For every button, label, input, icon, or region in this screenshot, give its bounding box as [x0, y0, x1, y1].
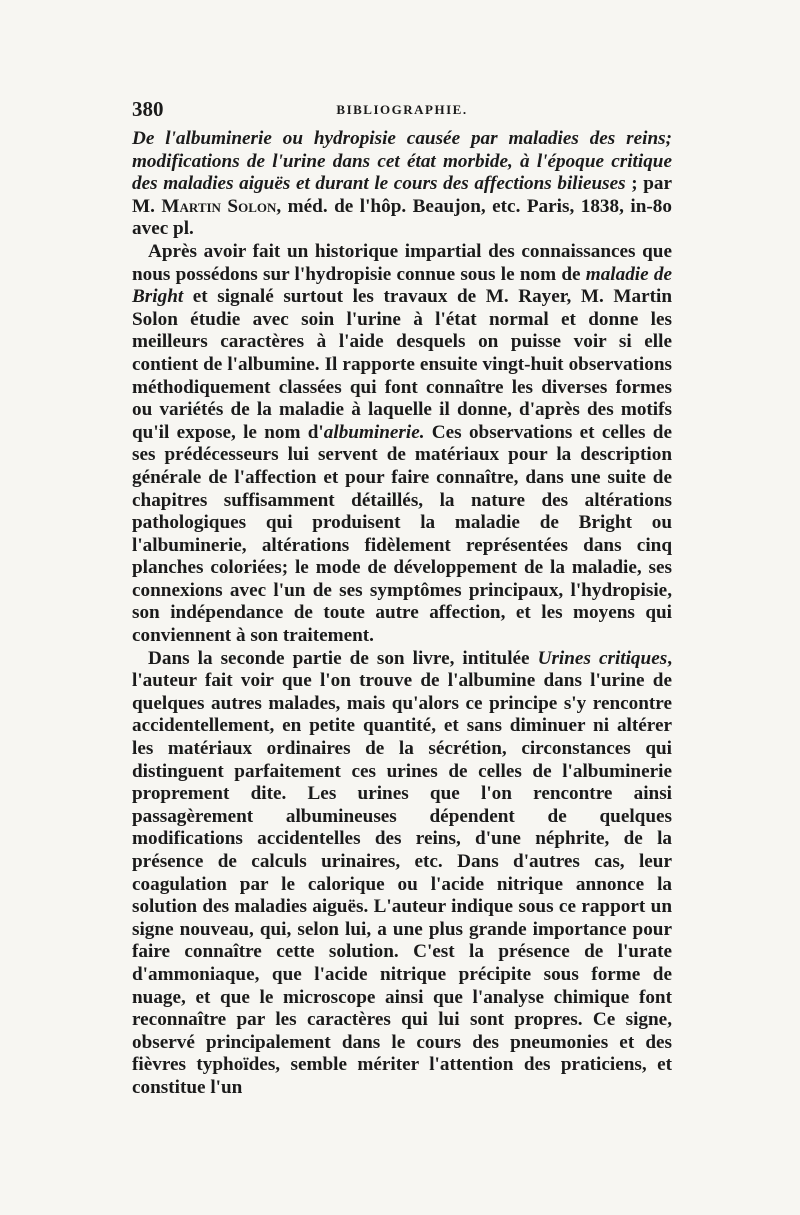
entry-title: De l'albuminerie ou hydropisie causée par maladies des reins; modifications de l'urine dans cet état morbide, à l'époque critique des maladies aiguës et durant le cours des affections bilieuses — [132, 128, 672, 195]
review-paragraph-1 — [132, 241, 672, 648]
page-header — [132, 97, 672, 127]
page-body — [132, 128, 672, 1100]
entry-details: , méd. de l'hôp. Beaujon, etc. Paris, 1838, in-8o avec pl. — [132, 195, 672, 240]
entry-by: ; par M. — [132, 173, 673, 217]
para1-text-c: Ces observations et celles de ses prédécesseurs lui servent de matériaux pour la description générale de l'affection et pour faire connaître, dans une suite de chapitres suffisamment détaillés, la nature des altérations pathologiques qui produisent la maladie de Bright ou l'albuminerie, altérations fidèlement représentées dans cinq planches coloriées; le mode de développement de la maladie, ses connexions avec l'un de ses symptômes principaux, l'hydropisie, son indépendance de toute autre affection, et les moyens qui conviennent à son traitement. — [132, 421, 672, 647]
para2-italic-a: Urines critiques — [537, 647, 668, 669]
para1-italic-a: maladie de Bright — [132, 263, 672, 308]
para1-text-b: et signalé surtout les travaux de M. Rayer, M. Martin Solon étudie avec soin l'urine à l'état normal et donne les meilleurs caractères à l'aide desquels on puisse voir si elle contient de l'albumine. Il rapporte ensuite vingt-huit observations méthodiquement classées qui font connaître les diverses formes ou variétés de la maladie à laquelle il donne, d'après des motifs qu'il expose, le nom d' — [132, 286, 672, 443]
para2-text-b: , l'auteur fait voir que l'on trouve de l'albumine dans l'urine de quelques autres malades, mais qu'alors ce principe s'y rencontre accidentellement, en petite quantité, et sans diminuer ni altérer les matériaux ordinaires de la sécrétion, circonstances qui distinguent parfaitement ces urines de celles de l'albuminerie proprement dite. Les urines que l'on rencontre ainsi passagèrement albumineuses dépendent de quelques modifications accidentelles des reins, d'une néphrite, de la présence de calculs urinaires, etc. Dans d'autres cas, leur coagulation par le calorique ou l'acide nitrique annonce la solution des maladies aiguës. L'auteur indique sous ce rapport un signe nouveau, qui, selon lui, a une plus grande importance pour faire connaître cette solution. C'est la présence de l'urate d'ammoniaque, que l'acide nitrique précipite sous forme de nuage, et que le microscope ainsi que l'analyse chimique font reconnaître par les caractères qui lui sont propres. Ce signe, observé principalement dans le cours des pneumonies et des fièvres typhoïdes, semble mériter l'attention des praticiens, et constitue l'un — [132, 647, 672, 1098]
para2-text-a: Dans la seconde partie de son livre, intitulée — [148, 647, 538, 669]
review-paragraph-2 — [132, 648, 672, 1100]
para1-text-a: Après avoir fait un historique impartial des connaissances que nous possédons sur l'hydropisie connue sous le nom de — [132, 240, 672, 285]
entry-author: Martin Solon — [161, 195, 277, 217]
bibliographic-entry — [132, 128, 672, 241]
para1-italic-b: albuminerie. — [323, 421, 425, 443]
page-number: 380 — [132, 97, 164, 121]
running-title: BIBLIOGRAPHIE. — [336, 102, 468, 117]
